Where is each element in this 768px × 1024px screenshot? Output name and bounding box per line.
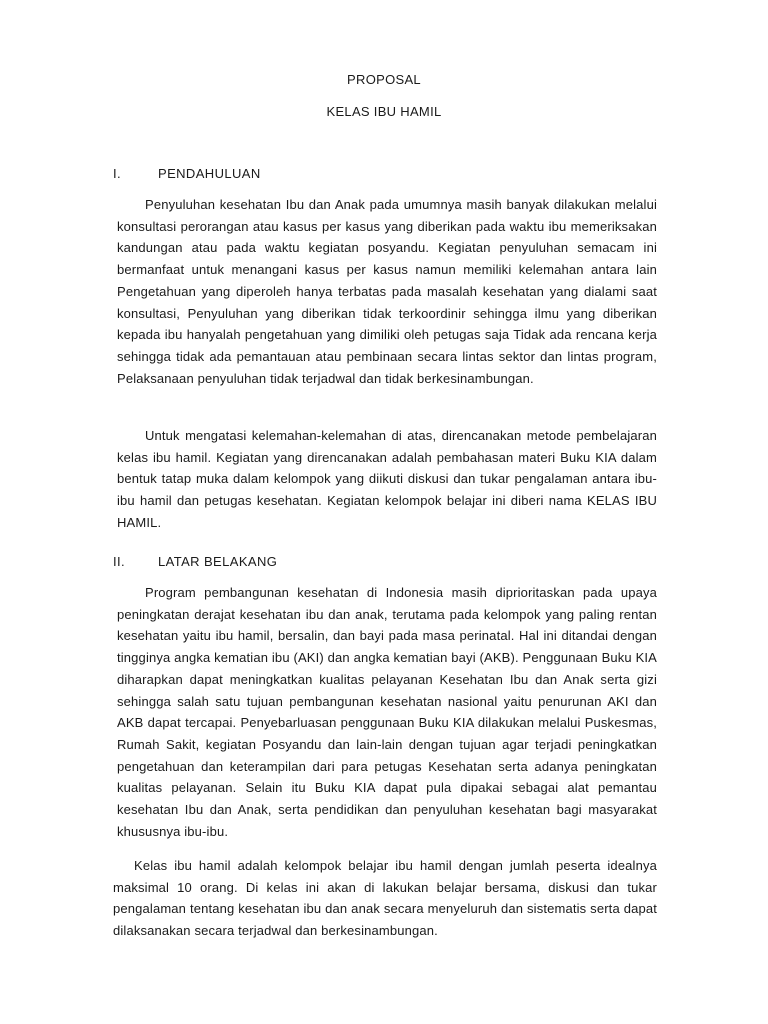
paragraph: Penyuluhan kesehatan Ibu dan Anak pada umumnya masih banyak dilakukan melalui konsultasi perorangan atau kasus per kasus yang diberikan pada waktu ibu memeriksakan kandungan atau pada waktu kegiatan posyandu. Kegiatan penyuluhan semacam ini bermanfaat untuk menangani kasus per kasus namun memiliki kelemahan antara lain Pengetahuan yang diperoleh hanya terbatas pada masalah kesehatan yang dialami saat konsultasi, Penyuluhan yang diberikan tidak terkoordinir sehingga ilmu yang diberikan kepada ibu hanyalah pengetahuan yang dimiliki oleh petugas saja Tidak ada rencana kerja sehingga tidak ada pemantauan atau pembinaan secara lintas sektor dan lintas program, Pelaksanaan penyuluhan tidak terjadwal dan tidak berkesinambungan. — [117, 197, 657, 386]
paragraph: Program pembangunan kesehatan di Indonesia masih diprioritaskan pada upaya peningkatan derajat kesehatan ibu dan anak, terutama pada kelompok yang paling rentan kesehatan yaitu ibu hamil, bersalin, dan bayi pada masa perinatal. Hal ini ditandai dengan tingginya angka kematian ibu (AKI) dan angka kematian bayi (AKB). Penggunaan Buku KIA diharapkan dapat meningkatkan kualitas pelayanan Kesehatan Ibu dan Anak serta gizi sehingga salah satu tujuan pembangunan kesehatan nasional yaitu penurunan AKI dan AKB dapat tercapai. Penyebarluasan penggunaan Buku KIA dilakukan melalui Puskesmas, Rumah Sakit, kegiatan Posyandu dan lain-lain dengan tujuan agar terjadi peningkatkan pengetahuan dan keterampilan dari para petugas Kesehatan serta adanya peningkatan kualitas pelayanan. Selain itu Buku KIA dapat pula dipakai sebagai alat pemantau kesehatan Ibu dan Anak, serta pendidikan dan penyuluhan kesehatan bagi masyarakat khususnya ibu-ibu. — [117, 585, 657, 839]
section-number: I. — [113, 166, 122, 181]
section-title: LATAR BELAKANG — [158, 554, 278, 569]
document-title: PROPOSAL — [347, 72, 421, 87]
section-heading-pendahuluan — [113, 166, 261, 181]
document-subtitle: KELAS IBU HAMIL — [326, 104, 442, 119]
section-title: PENDAHULUAN — [158, 166, 261, 181]
paragraph: Kelas ibu hamil adalah kelompok belajar ibu hamil dengan jumlah peserta idealnya maksimal 10 orang. Di kelas ini akan di lakukan belajar bersama, diskusi dan tukar pengalaman tentang kesehatan ibu dan anak secara menyeluruh dan sistematis serta dapat dilaksanakan secara terjadwal dan berkesinambungan. — [113, 858, 657, 939]
paragraph: Untuk mengatasi kelemahan-kelemahan di atas, direncanakan metode pembelajaran kelas ibu hamil. Kegiatan yang direncanakan adalah pembahasan materi Buku KIA dalam bentuk tatap muka dalam kelompok yang diikuti diskusi dan tukar pengalaman antara ibu-ibu hamil dan petugas kesehatan. Kegiatan kelompok belajar ini diberi nama KELAS IBU HAMIL. — [117, 428, 657, 530]
section-heading-latar-belakang — [113, 554, 277, 569]
section-number: II. — [113, 554, 126, 569]
